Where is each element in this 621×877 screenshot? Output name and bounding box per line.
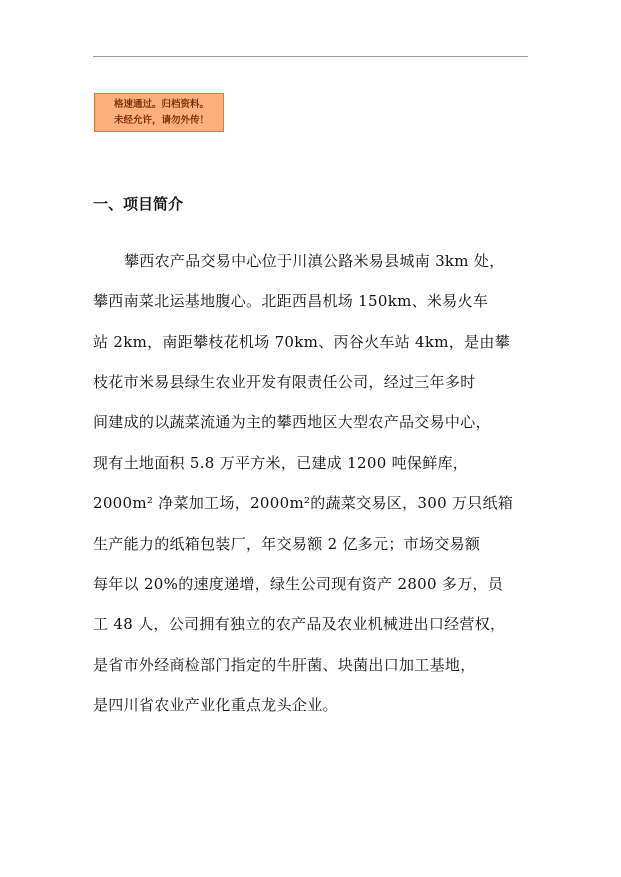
confidential-notice-stamp — [94, 93, 224, 132]
notice-line-2: 未经允许，请勿外传！ — [114, 115, 210, 126]
paragraph-line: 生产能力的纸箱包装厂，年交易额 2 亿多元；市场交易额 — [93, 535, 481, 553]
notice-line-1: 格速通过。归档资料。 — [114, 99, 210, 110]
paragraph-line: 是省市外经商检部门指定的牛肝菌、块菌出口加工基地， — [93, 656, 476, 674]
paragraph-line: 2000m² 净菜加工场，2000m²的蔬菜交易区，300 万只纸箱 — [93, 494, 514, 512]
paragraph-line: 工 48 人，公司拥有独立的农产品及农业机械进出口经营权， — [93, 615, 506, 633]
paragraph-line: 站 2km，南距攀枝花机场 70km、丙谷火车站 4km，是由攀 — [93, 333, 511, 351]
section-heading: 一、项目简介 — [93, 195, 184, 213]
header-rule — [93, 56, 528, 57]
paragraph-line: 攀西南菜北运基地腹心。北距西昌机场 150km、米易火车 — [93, 292, 489, 310]
paragraph-line: 间建成的以蔬菜流通为主的攀西地区大型农产品交易中心， — [93, 413, 491, 431]
paragraph-line: 枝花市米易县绿生农业开发有限责任公司，经过三年多时 — [93, 373, 476, 391]
paragraph-line: 现有土地面积 5.8 万平方米，已建成 1200 吨保鲜库， — [93, 454, 469, 472]
paragraph-line: 是四川省农业产业化重点龙头企业。 — [93, 696, 338, 714]
paragraph-line: 攀西农产品交易中心位于川滇公路米易县城南 3km 处， — [124, 252, 505, 270]
paragraph-line: 每年以 20%的速度递增，绿生公司现有资产 2800 多万，员 — [93, 575, 504, 593]
